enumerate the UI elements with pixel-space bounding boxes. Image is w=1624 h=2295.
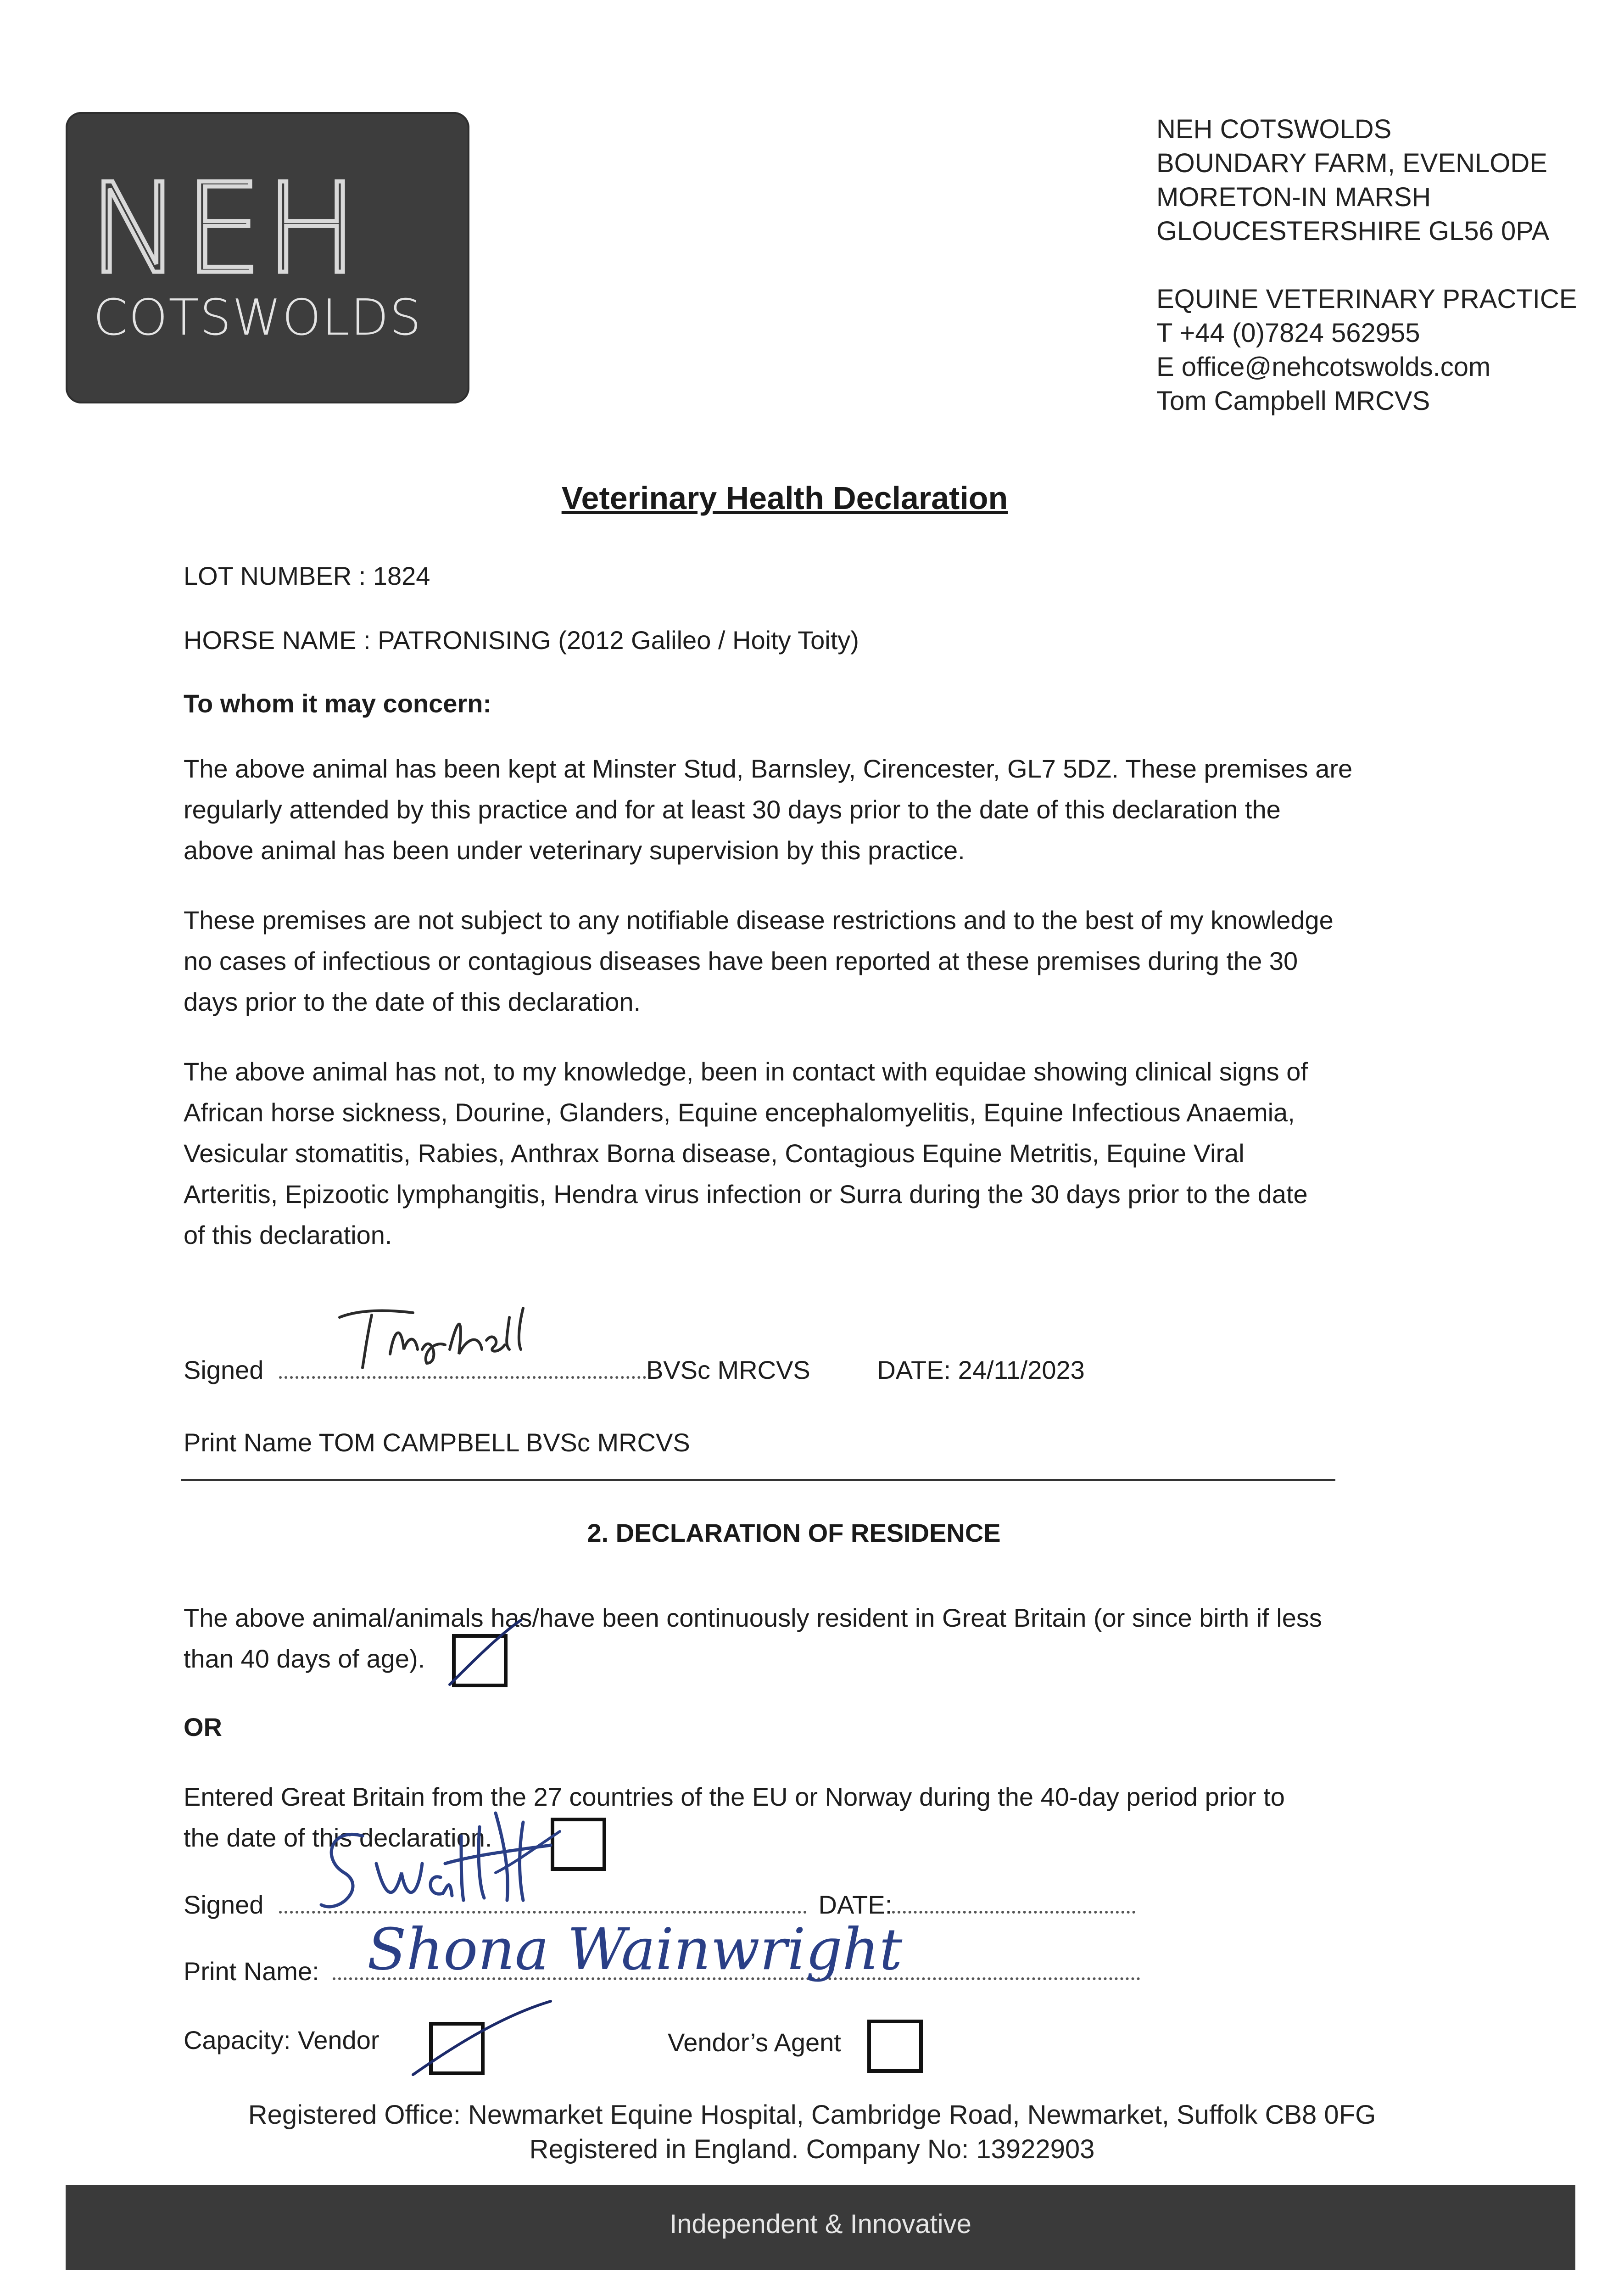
handwritten-name: Shona Wainwright (367, 1916, 903, 1983)
or-label: OR (184, 1713, 222, 1741)
paragraph-premises (184, 748, 1400, 871)
checkmark-icon (441, 1616, 532, 1694)
date-label: DATE: (818, 1890, 893, 1919)
paragraph-line: regularly attended by this practice and for at least 30 days prior to the date of this declaration the (184, 795, 1281, 824)
vendors-agent-label: Vendor’s Agent (668, 2028, 841, 2057)
footer-band (66, 2185, 1575, 2270)
address-line: EQUINE VETERINARY PRACTICE (1156, 284, 1577, 314)
footer-line: Registered Office: Newmarket Equine Hospital, Cambridge Road, Newmarket, Suffolk CB8 0FG (248, 2100, 1376, 2130)
residence-option-1 (184, 1597, 1400, 1679)
address-line: MORETON-IN MARSH (1156, 182, 1431, 212)
date-dotted-line (892, 1911, 1135, 1914)
paragraph-line: These premises are not subject to any notifiable disease restrictions and to the best of my knowledge (184, 906, 1334, 935)
address-line: Tom Campbell MRCVS (1156, 386, 1430, 416)
signed-label: Signed (184, 1355, 264, 1384)
address-line: GLOUCESTERSHIRE GL56 0PA (1156, 216, 1550, 246)
capacity-vendor-label: Capacity: Vendor (184, 2026, 379, 2054)
address-line: T +44 (0)7824 562955 (1156, 318, 1420, 348)
paragraph-line: the date of this declaration. (184, 1823, 492, 1852)
paragraph-line: of this declaration. (184, 1220, 392, 1249)
document-title: Veterinary Health Declaration (561, 480, 1008, 516)
paragraph-line: The above animal/animals has/have been continuously resident in Great Britain (or since birth if less (184, 1603, 1322, 1632)
salutation: To whom it may concern: (184, 689, 492, 718)
paragraph-diseases (184, 1051, 1400, 1255)
footer-line: Registered in England. Company No: 13922903 (529, 2134, 1095, 2164)
paragraph-line: no cases of infectious or contagious diseases have been reported at these premises during the 30 (184, 946, 1298, 975)
practice-address (1156, 112, 1577, 418)
vet-signature (321, 1299, 597, 1382)
paragraph-line: Arteritis, Epizootic lymphangitis, Hendra virus infection or Surra during the 30 days prior to the date (184, 1180, 1308, 1209)
vet-declaration-date: DATE: 24/11/2023 (877, 1355, 1085, 1384)
lot-number: LOT NUMBER : 1824 (184, 561, 430, 590)
paragraph-line: The above animal has been kept at Minster Stud, Barnsley, Cirencester, GL7 5DZ. These premises are (184, 754, 1353, 783)
horse-name: HORSE NAME : PATRONISING (2012 Galileo / Hoity Toity) (184, 626, 859, 655)
section-heading: 2. DECLARATION OF RESIDENCE (587, 1518, 1001, 1547)
address-line: NEH COTSWOLDS (1156, 114, 1392, 144)
paragraph-line: above animal has been under veterinary supervision by this practice. (184, 836, 965, 865)
paragraph-line: The above animal has not, to my knowledge, been in contact with equidae showing clinical signs of (184, 1057, 1308, 1086)
logo-wordmark: NEH (89, 157, 361, 301)
address-line: E office@nehcotswolds.com (1156, 352, 1491, 382)
vendors-agent-checkbox[interactable] (867, 2020, 923, 2073)
paragraph-line: days prior to the date of this declaration. (184, 987, 641, 1016)
paragraph-line: Vesicular stomatitis, Rabies, Anthrax Borna disease, Contagious Equine Metritis, Equine Viral (184, 1139, 1245, 1168)
address-line: BOUNDARY FARM, EVENLODE (1156, 148, 1547, 178)
vet-print-name: Print Name TOM CAMPBELL BVSc MRCVS (184, 1428, 690, 1457)
address-line (1156, 248, 1577, 282)
paragraph-line: Entered Great Britain from the 27 countries of the EU or Norway during the 40-day period prior to (184, 1782, 1285, 1811)
checkmark-icon (404, 1992, 569, 2084)
section-divider (181, 1479, 1335, 1481)
tagline: Independent & Innovative (670, 2209, 971, 2239)
print-name-label: Print Name: (184, 1957, 319, 1986)
paragraph-restrictions (184, 900, 1400, 1022)
qualification-suffix: BVSc MRCVS (646, 1355, 810, 1384)
registered-office (0, 2098, 1624, 2166)
paragraph-line: African horse sickness, Dourine, Glanders, Equine encephalomyelitis, Equine Infectious Anaemia, (184, 1098, 1295, 1127)
logo-subtitle: COTSWOLDS (93, 289, 422, 347)
paragraph-line: than 40 days of age). (184, 1644, 425, 1673)
company-logo (66, 112, 469, 403)
signed-label: Signed (184, 1890, 264, 1919)
